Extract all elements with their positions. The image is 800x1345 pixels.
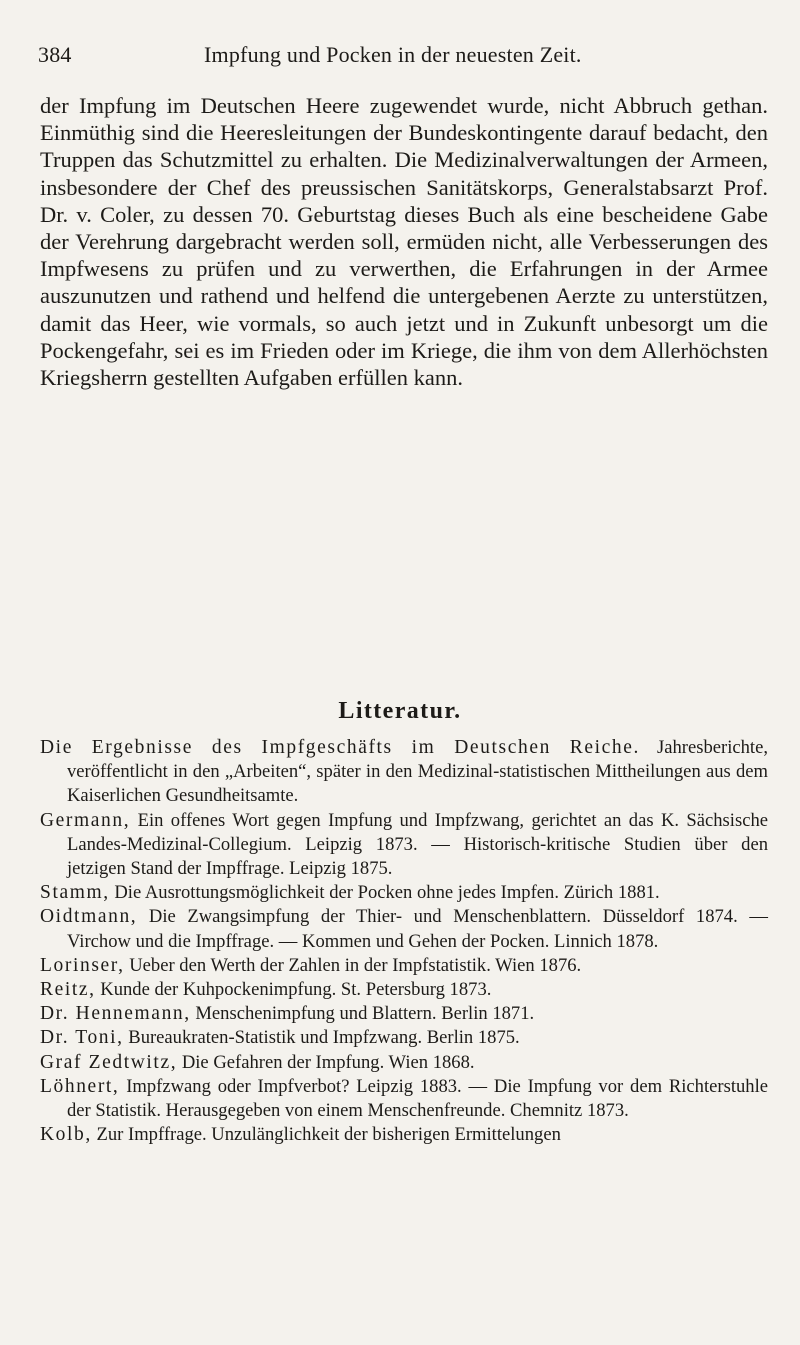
bibliography-author: Oidtmann,: [40, 906, 138, 928]
bibliography-author: Dr. Hennemann,: [40, 1003, 191, 1025]
bibliography-entry: [40, 881, 768, 905]
running-title: Impfung und Pocken in der neuesten Zeit.: [204, 42, 582, 67]
bibliography-entry: [40, 954, 768, 978]
page-number: 384: [38, 42, 72, 67]
bibliography-entry: [40, 1002, 768, 1026]
bibliography-text: Ein offenes Wort gegen Impfung und Impfzwang, gerichtet an das K. Sächsische Landes-Medizinal-Collegium. Leipzig 1873. — Historisch-kritische Studien über den jetzigen Stand der Impffrage. Leipzig 1875.: [67, 809, 768, 880]
bibliography-list: [40, 736, 768, 1147]
bibliography-author: Kolb,: [40, 1124, 92, 1146]
bibliography-author: Stamm,: [40, 882, 110, 904]
bibliography-text: Zur Impffrage. Unzulänglichkeit der bisherigen Ermittelungen: [91, 1124, 561, 1146]
bibliography-text: Bureaukraten-Statistik und Impfzwang. Berlin 1875.: [123, 1027, 520, 1049]
bibliography-entry: [40, 809, 768, 882]
bibliography-text: Menschenimpfung und Blattern. Berlin 1871.: [190, 1003, 535, 1025]
bibliography-author: Die Ergebnisse des Impfgeschäfts im Deutschen Reiche.: [40, 737, 640, 758]
bibliography-entry: [40, 736, 768, 809]
bibliography-author: Reitz,: [40, 979, 96, 1001]
bibliography-text: Impfzwang oder Impfverbot? Leipzig 1883. — Die Impfung vor dem Richterstuhle der Statistik. Herausgegeben von einem Menschenfreunde. Chemnitz 1873.: [67, 1075, 768, 1122]
bibliography-entry: [40, 905, 768, 953]
bibliography-text: Die Zwangsimpfung der Thier- und Menschenblattern. Düsseldorf 1874. — Virchow und die Impffrage. — Kommen und Gehen der Pocken. Linnich 1878.: [67, 906, 768, 952]
bibliography-text: Die Gefahren der Impfung. Wien 1868.: [177, 1051, 475, 1073]
body-paragraph: der Impfung im Deutschen Heere zugewendet wurde, nicht Abbruch gethan. Einmüthig sind die Heeresleitungen der Bundeskontingente darauf bedacht, den Truppen das Schutzmittel zu erhalten. Die Medizinalverwaltungen der Armeen, insbesondere der Chef des preussischen Sanitätskorps, Generalstabsarzt Prof. Dr. v. Coler, zu dessen 70. Geburtstag dieses Buch als eine bescheidene Gabe der Verehrung dargebracht werden soll, ermüden nicht, alle Verbesserungen des Impfwesens zu prüfen und zu verwerthen, die Erfahrungen in der Armee auszunutzen und rathend und helfend die untergebenen Aerzte zu unterstützen, damit das Heer, wie vormals, so auch jetzt und in Zukunft unbesorgt um die Pockengefahr, sei es im Frieden oder im Kriege, die ihm von dem Allerhöchsten Kriegsherrn gestellten Aufgaben erfüllen kann.: [40, 93, 768, 391]
bibliography-text: Kunde der Kuhpockenimpfung. St. Petersburg 1873.: [95, 979, 492, 1001]
bibliography-author: Graf Zedtwitz,: [40, 1051, 178, 1073]
bibliography-entry: [40, 978, 768, 1002]
section-title: Litteratur.: [338, 698, 462, 724]
bibliography-entry: [40, 1075, 768, 1123]
page-header: [38, 42, 768, 76]
bibliography-author: Lorinser,: [40, 954, 125, 976]
bibliography-author: Germann,: [40, 809, 131, 831]
bibliography-text: Jahresberichte, veröffentlicht in den „Arbeiten“, später in den Medizinal-statistischen Mittheilungen aus dem Kaiserlichen Gesundheitsamte.: [67, 737, 768, 807]
bibliography-text: Ueber den Werth der Zahlen in der Impfstatistik. Wien 1876.: [124, 954, 582, 976]
bibliography-text: Die Ausrottungsmöglichkeit der Pocken ohne jedes Impfen. Zürich 1881.: [109, 882, 660, 904]
bibliography-entry: [40, 1051, 768, 1075]
bibliography-entry: [40, 1026, 768, 1050]
bibliography-entry: [40, 1123, 768, 1147]
bibliography-author: Löhnert,: [40, 1075, 120, 1097]
bibliography-author: Dr. Toni,: [40, 1027, 124, 1049]
